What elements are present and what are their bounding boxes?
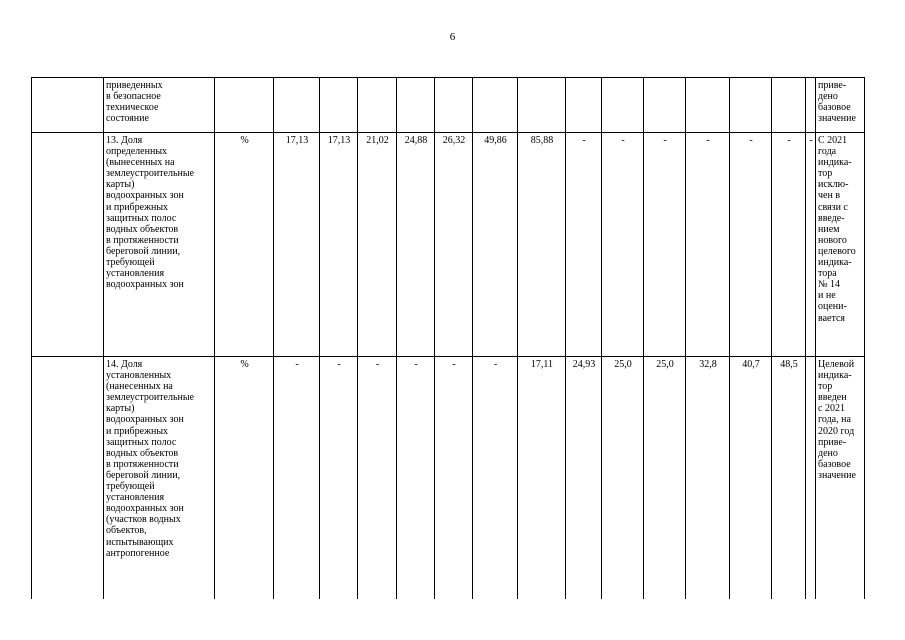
value-cell: 48,5 bbox=[772, 357, 806, 600]
value-cell: 25,0 bbox=[602, 357, 644, 600]
value-cell bbox=[320, 78, 358, 133]
table-row bbox=[32, 357, 865, 600]
value-cell bbox=[806, 357, 816, 600]
value-cell bbox=[772, 78, 806, 133]
value-cell: - bbox=[772, 133, 806, 357]
value-cell: 25,0 bbox=[644, 357, 686, 600]
value-cell: 40,7 bbox=[730, 357, 772, 600]
note-cell: приве- дено базовое значение bbox=[816, 78, 865, 133]
value-cell: - bbox=[730, 133, 772, 357]
table-row bbox=[32, 78, 865, 133]
value-cell bbox=[806, 78, 816, 133]
value-cell: - bbox=[397, 357, 435, 600]
value-cell bbox=[397, 78, 435, 133]
unit-cell: % bbox=[215, 357, 274, 600]
value-cell: 24,88 bbox=[397, 133, 435, 357]
value-cell: 17,11 bbox=[518, 357, 566, 600]
indicator-name-cell: приведенных в безопасное техническое состояние bbox=[104, 78, 215, 133]
note-cell: Целевой индика- тор введен с 2021 года, на 2020 год приве- дено базовое значение bbox=[816, 357, 865, 600]
unit-cell: % bbox=[215, 133, 274, 357]
value-cell: - bbox=[806, 133, 816, 357]
value-cell: - bbox=[602, 133, 644, 357]
value-cell: 26,32 bbox=[435, 133, 473, 357]
value-cell: 24,93 bbox=[566, 357, 602, 600]
unit-cell bbox=[215, 78, 274, 133]
note-cell: С 2021 года индика- тор исклю- чен в связи с введе- нием нового целевого индика- тора № 14 и не оцени- вается bbox=[816, 133, 865, 357]
value-cell bbox=[602, 78, 644, 133]
row-empty-cell bbox=[32, 78, 104, 133]
value-cell bbox=[730, 78, 772, 133]
value-cell: - bbox=[320, 357, 358, 600]
value-cell: 85,88 bbox=[518, 133, 566, 357]
value-cell bbox=[274, 78, 320, 133]
indicators-table bbox=[31, 77, 865, 599]
page-number: 6 bbox=[449, 31, 456, 43]
value-cell: - bbox=[358, 357, 397, 600]
indicator-name-cell: 13. Доля определенных (вынесенных на землеустроительные карты) водоохранных зон и прибрежных защитных полос водных объектов в протяженности береговой линии, требующей установления водоохранных зон bbox=[104, 133, 215, 357]
value-cell bbox=[473, 78, 518, 133]
value-cell: 49,86 bbox=[473, 133, 518, 357]
table-row bbox=[32, 133, 865, 357]
value-cell: 17,13 bbox=[320, 133, 358, 357]
value-cell bbox=[358, 78, 397, 133]
row-empty-cell bbox=[32, 133, 104, 357]
value-cell: - bbox=[686, 133, 730, 357]
value-cell: - bbox=[473, 357, 518, 600]
value-cell bbox=[644, 78, 686, 133]
indicator-name-cell: 14. Доля установленных (нанесенных на землеустроительные карты) водоохранных зон и прибрежных защитных полос водных объектов в протяженности береговой линии, требующей установления водоохранных зон (участков водных объектов, испытывающих антропогенное bbox=[104, 357, 215, 600]
value-cell: - bbox=[274, 357, 320, 600]
value-cell bbox=[435, 78, 473, 133]
value-cell: 21,02 bbox=[358, 133, 397, 357]
value-cell bbox=[686, 78, 730, 133]
value-cell: 32,8 bbox=[686, 357, 730, 600]
value-cell: - bbox=[566, 133, 602, 357]
value-cell: - bbox=[435, 357, 473, 600]
row-empty-cell bbox=[32, 357, 104, 600]
value-cell: - bbox=[644, 133, 686, 357]
value-cell bbox=[566, 78, 602, 133]
value-cell bbox=[518, 78, 566, 133]
value-cell: 17,13 bbox=[274, 133, 320, 357]
